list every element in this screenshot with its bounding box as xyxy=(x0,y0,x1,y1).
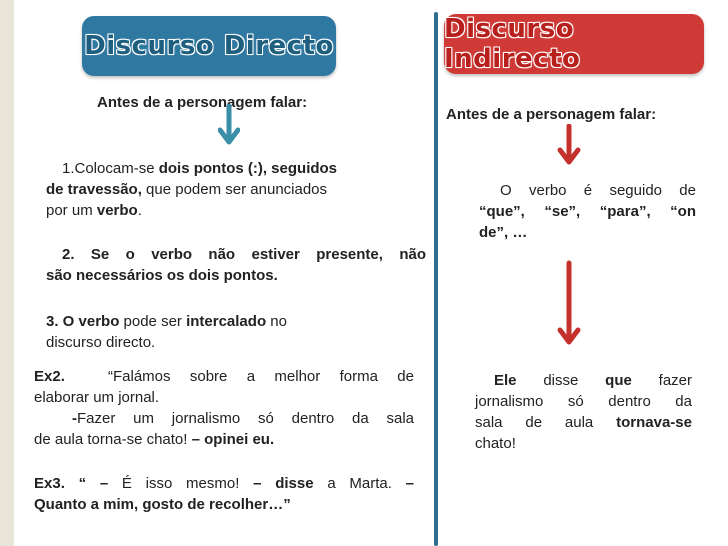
down-arrow-red-icon xyxy=(557,124,581,168)
down-arrow-blue-icon xyxy=(218,104,240,148)
title-discurso-indirecto xyxy=(444,14,704,74)
right-subtitle: Antes de a personagem falar: xyxy=(446,106,657,123)
title-indirecto-text: Discurso Indirecto xyxy=(444,14,581,74)
left-subtitle: Antes de a personagem falar: xyxy=(97,94,308,111)
title-discurso-directo xyxy=(82,16,336,76)
left-decorative-strip xyxy=(0,0,14,546)
column-divider xyxy=(434,12,438,546)
title-directo-text: Discurso Directo xyxy=(84,31,334,61)
long-down-arrow-red-icon xyxy=(557,260,581,348)
